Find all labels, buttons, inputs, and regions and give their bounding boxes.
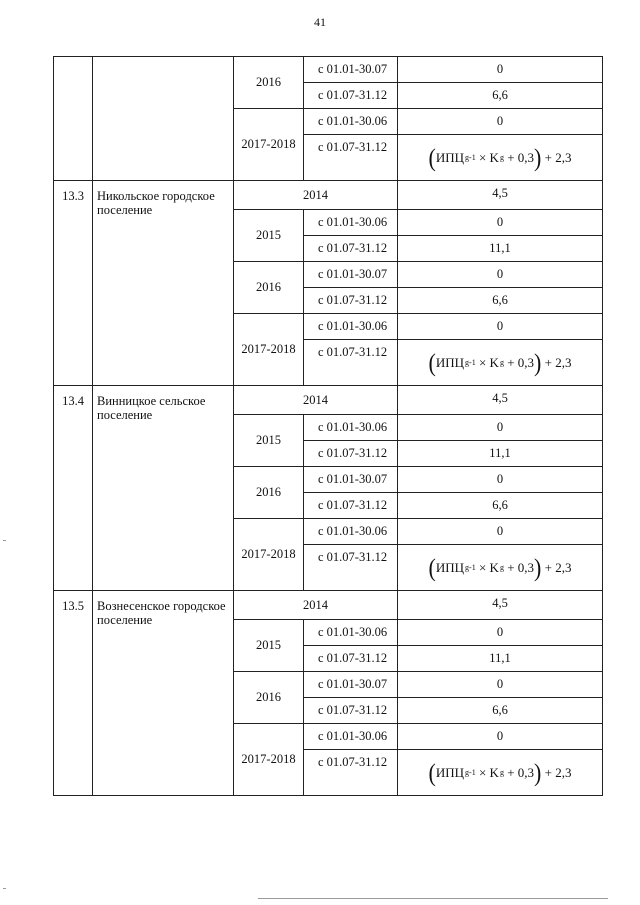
row-number: 13.3 <box>54 181 93 386</box>
margin-mark <box>3 540 6 541</box>
formula-ipc-subscript: g-1 <box>465 153 476 162</box>
settlement-name: Никольское городское поселение <box>93 181 234 386</box>
year-cell: 2017-2018 <box>234 519 304 591</box>
year-cell: 2017-2018 <box>234 724 304 796</box>
year-cell: 2014 <box>234 181 398 210</box>
period-cell: с 01.01-30.06 <box>304 314 398 340</box>
formula-close-paren: ) <box>534 552 542 582</box>
formula-times-k: × K <box>475 354 499 370</box>
period-cell: с 01.07-31.12 <box>304 441 398 467</box>
value-cell: 0 <box>398 467 603 493</box>
year-cell: 2017-2018 <box>234 109 304 181</box>
value-cell: 4,5 <box>398 181 603 210</box>
value-cell <box>398 545 603 591</box>
table-row <box>54 181 603 210</box>
period-cell: с 01.01-30.06 <box>304 415 398 441</box>
tariff-formula <box>428 757 572 787</box>
value-cell: 0 <box>398 109 603 135</box>
row-number: 13.4 <box>54 386 93 591</box>
formula-times-k: × K <box>475 149 499 165</box>
formula-times-k: × K <box>475 764 499 780</box>
tariff-formula <box>428 347 572 377</box>
year-cell: 2014 <box>234 591 398 620</box>
formula-ipc: ИПЦ <box>435 354 465 370</box>
formula-close-paren: ) <box>534 757 542 787</box>
value-cell: 4,5 <box>398 591 603 620</box>
row-number: 13.5 <box>54 591 93 796</box>
period-cell: с 01.01-30.07 <box>304 672 398 698</box>
formula-plus-b: + 2,3 <box>541 764 572 780</box>
formula-k-subscript: g <box>499 153 504 162</box>
value-cell: 6,6 <box>398 83 603 109</box>
value-cell: 0 <box>398 672 603 698</box>
value-cell: 0 <box>398 57 603 83</box>
period-cell: с 01.01-30.06 <box>304 210 398 236</box>
period-cell: с 01.07-31.12 <box>304 750 398 796</box>
value-cell: 6,6 <box>398 698 603 724</box>
value-cell: 0 <box>398 415 603 441</box>
tariff-formula <box>428 142 572 172</box>
value-cell: 0 <box>398 620 603 646</box>
period-cell: с 01.07-31.12 <box>304 698 398 724</box>
period-cell: с 01.01-30.06 <box>304 519 398 545</box>
formula-open-paren: ( <box>428 142 436 172</box>
formula-ipc: ИПЦ <box>435 149 465 165</box>
period-cell: с 01.01-30.06 <box>304 109 398 135</box>
year-cell: 2014 <box>234 386 398 415</box>
formula-plus-a: + 0,3 <box>503 149 535 165</box>
formula-plus-b: + 2,3 <box>541 559 572 575</box>
period-cell: с 01.07-31.12 <box>304 135 398 181</box>
year-cell: 2015 <box>234 415 304 467</box>
formula-ipc: ИПЦ <box>435 764 465 780</box>
formula-plus-a: + 0,3 <box>503 559 535 575</box>
settlement-name: Вознесенское городское поселение <box>93 591 234 796</box>
value-cell: 11,1 <box>398 236 603 262</box>
year-cell: 2015 <box>234 210 304 262</box>
period-cell: с 01.01-30.07 <box>304 262 398 288</box>
formula-ipc-subscript: g-1 <box>465 358 476 367</box>
value-cell: 11,1 <box>398 646 603 672</box>
value-cell: 6,6 <box>398 288 603 314</box>
tariff-formula <box>428 552 572 582</box>
period-cell: с 01.01-30.06 <box>304 620 398 646</box>
tariff-table <box>53 56 603 796</box>
value-cell: 0 <box>398 210 603 236</box>
year-cell: 2016 <box>234 262 304 314</box>
formula-times-k: × K <box>475 559 499 575</box>
table-row <box>54 386 603 415</box>
formula-ipc-subscript: g-1 <box>465 768 476 777</box>
period-cell: с 01.01-30.06 <box>304 724 398 750</box>
period-cell: с 01.07-31.12 <box>304 646 398 672</box>
formula-k-subscript: g <box>499 358 504 367</box>
value-cell: 0 <box>398 314 603 340</box>
value-cell: 4,5 <box>398 386 603 415</box>
formula-k-subscript: g <box>499 768 504 777</box>
value-cell: 0 <box>398 519 603 545</box>
formula-ipc: ИПЦ <box>435 559 465 575</box>
bottom-rule <box>258 898 608 899</box>
value-cell <box>398 750 603 796</box>
formula-ipc-subscript: g-1 <box>465 563 476 572</box>
period-cell: с 01.07-31.12 <box>304 340 398 386</box>
value-cell: 0 <box>398 724 603 750</box>
formula-close-paren: ) <box>534 142 542 172</box>
table-row <box>54 57 603 83</box>
period-cell: с 01.07-31.12 <box>304 288 398 314</box>
period-cell: с 01.01-30.07 <box>304 467 398 493</box>
period-cell: с 01.07-31.12 <box>304 83 398 109</box>
year-cell: 2016 <box>234 57 304 109</box>
period-cell: с 01.07-31.12 <box>304 236 398 262</box>
page-number: 41 <box>314 15 326 29</box>
period-cell: с 01.01-30.07 <box>304 57 398 83</box>
value-cell: 6,6 <box>398 493 603 519</box>
value-cell <box>398 135 603 181</box>
year-cell: 2016 <box>234 467 304 519</box>
value-cell: 0 <box>398 262 603 288</box>
year-cell: 2015 <box>234 620 304 672</box>
settlement-name: Винницкое сельское поселение <box>93 386 234 591</box>
year-cell: 2017-2018 <box>234 314 304 386</box>
year-cell: 2016 <box>234 672 304 724</box>
row-number <box>54 57 93 181</box>
table-row <box>54 591 603 620</box>
formula-open-paren: ( <box>428 552 436 582</box>
margin-mark <box>3 888 6 889</box>
value-cell: 11,1 <box>398 441 603 467</box>
formula-open-paren: ( <box>428 757 436 787</box>
settlement-name <box>93 57 234 181</box>
formula-open-paren: ( <box>428 347 436 377</box>
formula-k-subscript: g <box>499 563 504 572</box>
period-cell: с 01.07-31.12 <box>304 545 398 591</box>
period-cell: с 01.07-31.12 <box>304 493 398 519</box>
value-cell <box>398 340 603 386</box>
formula-plus-b: + 2,3 <box>541 149 572 165</box>
formula-close-paren: ) <box>534 347 542 377</box>
formula-plus-a: + 0,3 <box>503 354 535 370</box>
formula-plus-b: + 2,3 <box>541 354 572 370</box>
formula-plus-a: + 0,3 <box>503 764 535 780</box>
